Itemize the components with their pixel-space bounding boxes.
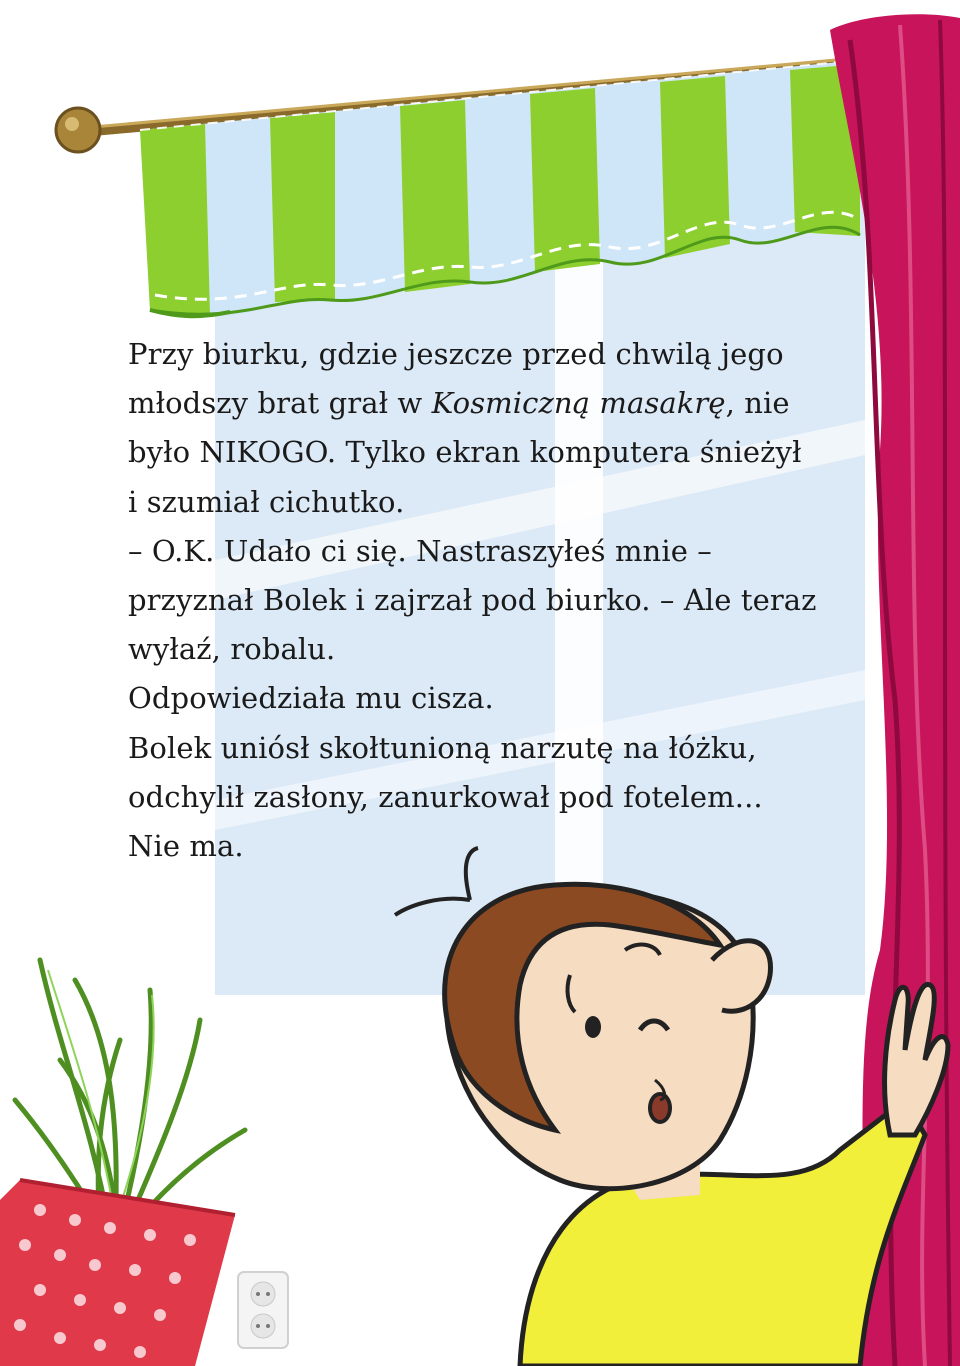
- story-line-10: odchylił zasłony, zanurkował pod fotelem...: [128, 779, 763, 814]
- story-text: [128, 330, 828, 871]
- plant-icon: [0, 960, 245, 1366]
- story-line-2-post: , nie: [725, 386, 790, 421]
- story-line-4: i szumiał cichutko.: [128, 484, 405, 519]
- story-line-8: Odpowiedziała mu cisza.: [128, 681, 494, 716]
- story-line-2-pre: młodszy brat grał w: [128, 386, 432, 421]
- power-outlet-icon: [238, 1272, 288, 1348]
- story-line-6: przyznał Bolek i zajrzał pod biurko. – Ale teraz: [128, 583, 817, 618]
- story-line-7: wyłaź, robalu.: [128, 632, 336, 667]
- game-title: Kosmiczną masakrę: [431, 386, 726, 421]
- story-line-9: Bolek uniósł skołtunioną narzutę na łóżku,: [128, 730, 757, 765]
- story-line-11: Nie ma.: [128, 829, 244, 864]
- story-line-2: [128, 379, 828, 428]
- story-line-1: Przy biurku, gdzie jeszcze przed chwilą jego: [128, 337, 784, 371]
- story-line-5: – O.K. Udało ci się. Nastraszyłeś mnie –: [128, 533, 712, 568]
- story-line-3: było NIKOGO. Tylko ekran komputera śnieżył: [128, 435, 802, 470]
